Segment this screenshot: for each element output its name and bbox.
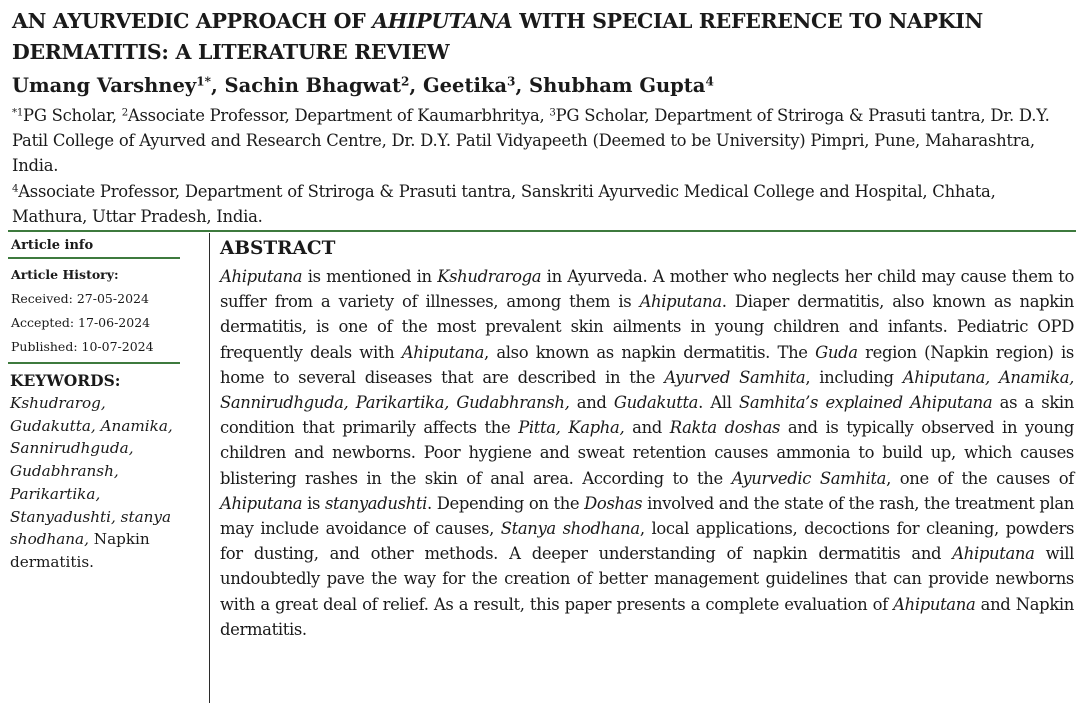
abstract-italic-term: Ahiputana, Anamika, Sannirudhguda, Parikartika, Gudabhransh, [220,367,1075,413]
affiliations [12,103,1074,229]
author-superscript: 1* [196,74,211,89]
author-name: Umang Varshney [12,74,197,97]
abstract-italic-term: Gudakutta [613,393,699,413]
affiliation-superscript: 2 [121,107,128,119]
abstract-italic-term: Ahiputana [639,292,722,312]
abstract-text-run: in Ayurveda. A mother who neglects her child may cause them to suffer from a variety of illnesses, among them is [220,267,1074,312]
affiliation-superscript: 4 [12,183,19,195]
abstract-text-run: and is typically observed in young children and newborns. Poor hygiene and sweat retention causes ammonia to build up, which causes blistering rashes in the skin of anal area. According to the [220,418,1074,488]
abstract-italic-term: Rakta doshas [669,418,781,438]
keywords-plain: Napkin dermatitis. [10,530,150,571]
abstract-italic-term: Kshudraroga [437,267,542,286]
abstract-text-run: as a skin condition that primarily affects the [220,393,1074,438]
keywords-block [8,364,180,574]
author-name: Shubham Gupta [529,74,706,97]
keywords-list [10,392,178,574]
author-2 [225,74,410,97]
abstract-italic-term: Ahiputana [952,544,1035,564]
affiliation-text: PG Scholar, Department of Striroga & Prasuti tantra, Dr. D.Y. Patil College of Ayurved and Research Centre, Dr. D.Y. Patil Vidyapeeth (Deemed to be University) Pimpri, Pune, Maharashtra, India. [12,106,1050,176]
abstract-text-run: is [302,493,325,513]
abstract-section [220,236,1074,642]
affiliation-text: Associate Professor, Department of Striroga & Prasuti tantra, Sanskriti Ayurvedic Medical College and Hospital, Chhata, Mathura, Uttar Pradesh, India. [12,181,996,226]
abstract-italic-term: Ahiputana [220,493,303,513]
affiliation-superscript: *1 [12,107,24,119]
affiliation-text: PG Scholar, [23,106,122,125]
article-info-heading: Article info [8,233,180,259]
abstract-text-run: . Depending on the [426,493,585,513]
affiliation-1-3 [12,103,1074,179]
author-3 [423,74,515,97]
abstract-text-run: . Diaper dermatitis, also known as napkin dermatitis, is one of the most prevalent skin ailments in young children and infants. Pediatric OPD frequently deals with [220,292,1074,362]
abstract-italic-term: Ahiputana [220,267,303,286]
abstract-body [220,264,1074,642]
abstract-text-run: , one of the causes of [886,468,1074,488]
column-divider [209,233,210,703]
abstract-text-run: involved and the state of the rash, the treatment plan may include avoidance of causes, [220,493,1074,539]
abstract-text-run: will undoubtedly pave the way for the creation of better management guidelines that can provide newborns with a great deal of relief. As a result, this paper presents a complete evaluation of [220,544,1074,614]
abstract-text-run: region (Napkin region) is home to several diseases that are described in the [220,342,1074,387]
author-superscript: 4 [705,74,714,89]
abstract-italic-term: Doshas [584,493,643,513]
author-1 [12,74,211,97]
author-name: Sachin Bhagwat [224,74,402,97]
abstract-italic-term: Ayurved Samhita [664,367,806,387]
received-date: Received: 27-05-2024 [11,291,149,306]
abstract-text-run: and Napkin dermatitis. [220,594,1074,639]
accepted-date: Accepted: 17-06-2024 [11,315,151,330]
author-superscript: 2 [401,74,410,89]
article-history-title: Article History: [11,267,119,282]
abstract-italic-term: Stanya shodhana [500,519,640,539]
header-divider [8,230,1076,232]
article-info-sidebar [8,233,180,574]
abstract-italic-term: stanyadushti [324,493,427,513]
abstract-italic-term: Pitta, Kapha, [518,418,625,438]
keywords-italic: Kshudrarog, Gudakutta, Anamika, Sannirudhguda, Gudabhransh, Parikartika, Stanyadushti, stanya shodhana, [10,394,173,549]
paper-title [12,6,1072,68]
abstract-italic-term: Ahiputana [401,342,485,362]
abstract-text-run: , including [805,367,903,387]
title-part-1: AN AYURVEDIC APPROACH OF [12,9,373,33]
author-name: Geetika [423,74,508,97]
abstract-italic-term: Ayurvedic Samhita [731,468,887,488]
abstract-text-run: is mentioned in [302,267,438,286]
title-part-2: WITH SPECIAL REFERENCE TO NAPKIN DERMATITIS: A LITERATURE REVIEW [12,9,983,64]
abstract-italic-term: Guda [815,342,858,362]
affiliation-4 [12,179,1074,229]
abstract-text-run: and [624,418,670,438]
abstract-italic-term: Samhita’s explained Ahiputana [738,393,993,413]
author-4 [529,74,714,97]
abstract-text-run: . All [698,393,739,413]
abstract-italic-term: Ahiputana [893,594,976,614]
abstract-title: ABSTRACT [220,238,336,259]
abstract-text-run: , local applications, decoctions for cleaning, powders for dusting, and other methods. A deeper understanding of napkin dermatitis and [220,519,1075,564]
keywords-title: KEYWORDS: [10,371,121,390]
article-history [8,259,180,364]
abstract-text-run: and [569,393,614,413]
published-date: Published: 10-07-2024 [11,339,154,354]
author-superscript: 3 [507,74,516,89]
affiliation-text: Associate Professor, Department of Kaumarbhritya, [127,106,550,125]
abstract-text-run: , also known as napkin dermatitis. The [484,342,816,362]
author-list: Umang Varshney$^{1*}$, Sachin Bhagwat$^2$, Geetika$^3$, Shubham Gupta$^4$ [12,74,714,97]
title-italic: AHIPUTANA [372,9,513,33]
affiliation-superscript: 3 [549,107,556,119]
